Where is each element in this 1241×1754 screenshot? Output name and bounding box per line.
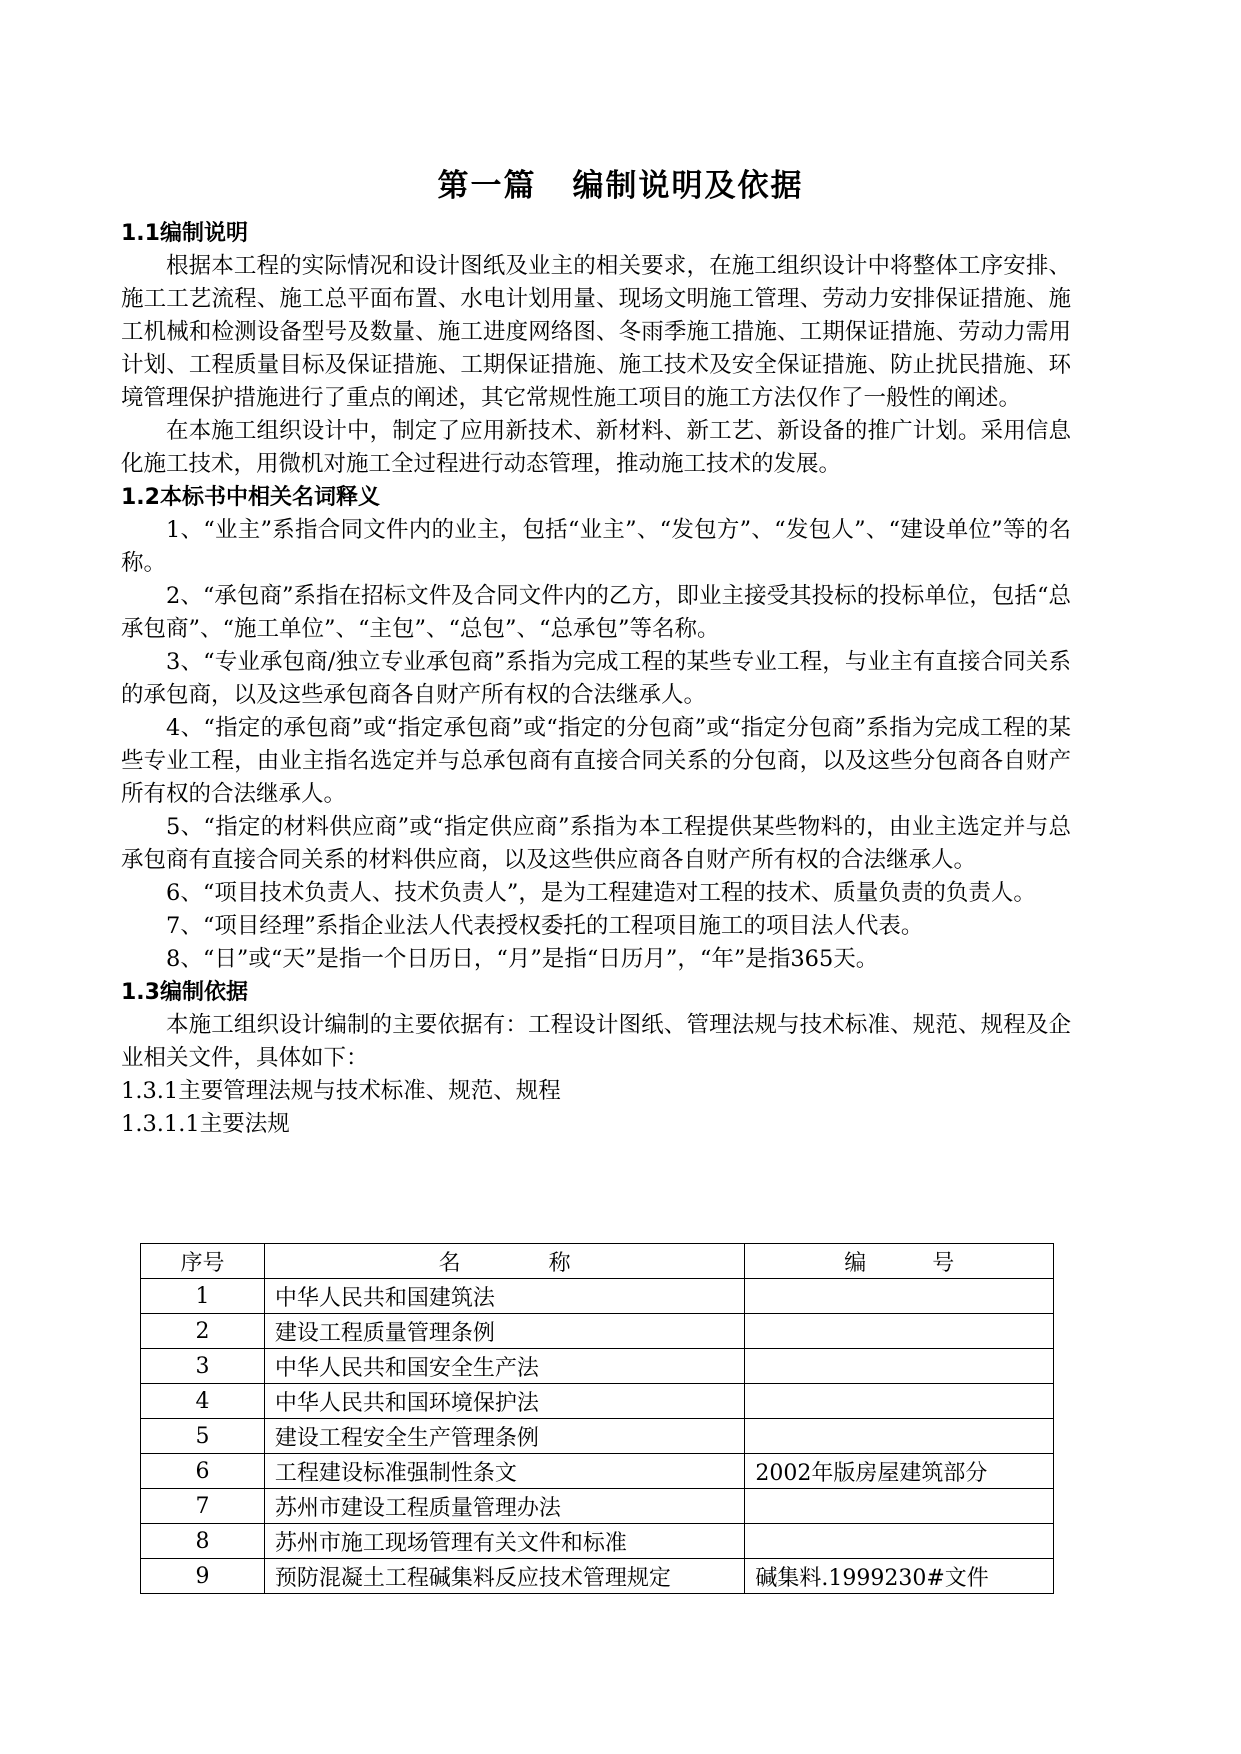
cell-number: 3: [141, 1349, 265, 1384]
cell-code: [745, 1349, 1054, 1384]
definition-item: 4、“指定的承包商”或“指定承包商”或“指定的分包商”或“指定分包商”系指为完成工程的某些专业工程，由业主指名选定并与总承包商有直接合同关系的分包商，以及这些分包商各自财产所有权的合法继承人。: [121, 715, 1071, 807]
cell-number: 9: [141, 1559, 265, 1594]
cell-number: 1: [141, 1279, 265, 1314]
regulations-table: [140, 1243, 1054, 1594]
definition-item: 1、“业主”系指合同文件内的业主，包括“业主”、“发包方”、“发包人”、“建设单位”等的名称。: [121, 517, 1071, 576]
title-part-name: 编制说明及依据: [572, 168, 804, 204]
cell-code: 2002年版房屋建筑部分: [745, 1454, 1054, 1489]
cell-name: 中华人民共和国环境保护法: [264, 1384, 744, 1419]
cell-number: 6: [141, 1454, 265, 1489]
cell-code: [745, 1279, 1054, 1314]
cell-code: [745, 1524, 1054, 1559]
cell-name: 中华人民共和国安全生产法: [264, 1349, 744, 1384]
body-content: [121, 217, 1071, 1141]
definition-item: 5、“指定的材料供应商”或“指定供应商”系指为本工程提供某些物料的，由业主选定并与总承包商有直接合同关系的材料供应商，以及这些供应商各自财产所有权的合法继承人。: [121, 814, 1071, 873]
cell-number: 8: [141, 1524, 265, 1559]
definition-item: 3、“专业承包商/独立专业承包商”系指为完成工程的某些专业工程，与业主有直接合同关系的承包商，以及这些承包商各自财产所有权的合法继承人。: [121, 649, 1071, 708]
cell-code: [745, 1489, 1054, 1524]
paragraph: 根据本工程的实际情况和设计图纸及业主的相关要求，在施工组织设计中将整体工序安排、施工工艺流程、施工总平面布置、水电计划用量、现场文明施工管理、劳动力安排保证措施、施工机械和检测设备型号及数量、施工进度网络图、冬雨季施工措施、工期保证措施、劳动力需用计划、工程质量目标及保证措施、工期保证措施、施工技术及安全保证措施、防止扰民措施、环境管理保护措施进行了重点的阐述，其它常规性施工项目的施工方法仅作了一般性的阐述。: [121, 253, 1071, 411]
table-row: [141, 1524, 1054, 1559]
definition-item: 6、“项目技术负责人、技术负责人”，是为工程建造对工程的技术、质量负责的负责人。: [166, 880, 1036, 906]
table-row: [141, 1384, 1054, 1419]
definition-item: 7、“项目经理”系指企业法人代表授权委托的工程项目施工的项目法人代表。: [166, 913, 924, 939]
table-row: [141, 1349, 1054, 1384]
definition-item: 2、“承包商”系指在招标文件及合同文件内的乙方，即业主接受其投标的投标单位，包括“总承包商”、“施工单位”、“主包”、“总包”、“总承包”等名称。: [121, 583, 1071, 642]
header-name: 名 称: [264, 1244, 744, 1279]
cell-code: 碱集料.1999230#文件: [745, 1559, 1054, 1594]
table-row: [141, 1419, 1054, 1454]
cell-name: 苏州市建设工程质量管理办法: [264, 1489, 744, 1524]
section-heading-1-2: 1.2本标书中相关名词释义: [121, 485, 380, 510]
table-row: [141, 1489, 1054, 1524]
header-code: 编 号: [745, 1244, 1054, 1279]
table-row: [141, 1279, 1054, 1314]
cell-code: [745, 1384, 1054, 1419]
header-number: 序号: [141, 1244, 265, 1279]
paragraph: 在本施工组织设计中，制定了应用新技术、新材料、新工艺、新设备的推广计划。采用信息化施工技术，用微机对施工全过程进行动态管理，推动施工技术的发展。: [121, 418, 1071, 477]
table-row: [141, 1314, 1054, 1349]
subheading-1-3-1-1: 1.3.1.1主要法规: [121, 1111, 290, 1137]
cell-name: 预防混凝土工程碱集料反应技术管理规定: [264, 1559, 744, 1594]
section-heading-1-1: 1.1编制说明: [121, 221, 248, 246]
cell-number: 4: [141, 1384, 265, 1419]
page-title: [0, 160, 1241, 205]
table-row: [141, 1559, 1054, 1594]
cell-code: [745, 1314, 1054, 1349]
cell-name: 工程建设标准强制性条文: [264, 1454, 744, 1489]
subheading-1-3-1: 1.3.1主要管理法规与技术标准、规范、规程: [121, 1078, 561, 1104]
cell-number: 5: [141, 1419, 265, 1454]
cell-name: 中华人民共和国建筑法: [264, 1279, 744, 1314]
section-heading-1-3: 1.3编制依据: [121, 980, 248, 1005]
cell-number: 2: [141, 1314, 265, 1349]
cell-name: 苏州市施工现场管理有关文件和标准: [264, 1524, 744, 1559]
cell-code: [745, 1419, 1054, 1454]
table-row: [141, 1454, 1054, 1489]
cell-name: 建设工程安全生产管理条例: [264, 1419, 744, 1454]
cell-name: 建设工程质量管理条例: [264, 1314, 744, 1349]
paragraph: 本施工组织设计编制的主要依据有：工程设计图纸、管理法规与技术标准、规范、规程及企业相关文件，具体如下：: [121, 1012, 1071, 1071]
title-part-chapter: 第一篇: [437, 168, 537, 204]
cell-number: 7: [141, 1489, 265, 1524]
definition-item: 8、“日”或“天”是指一个日历日，“月”是指“日历月”，“年”是指365天。: [166, 946, 879, 972]
table-header-row: [141, 1244, 1054, 1279]
